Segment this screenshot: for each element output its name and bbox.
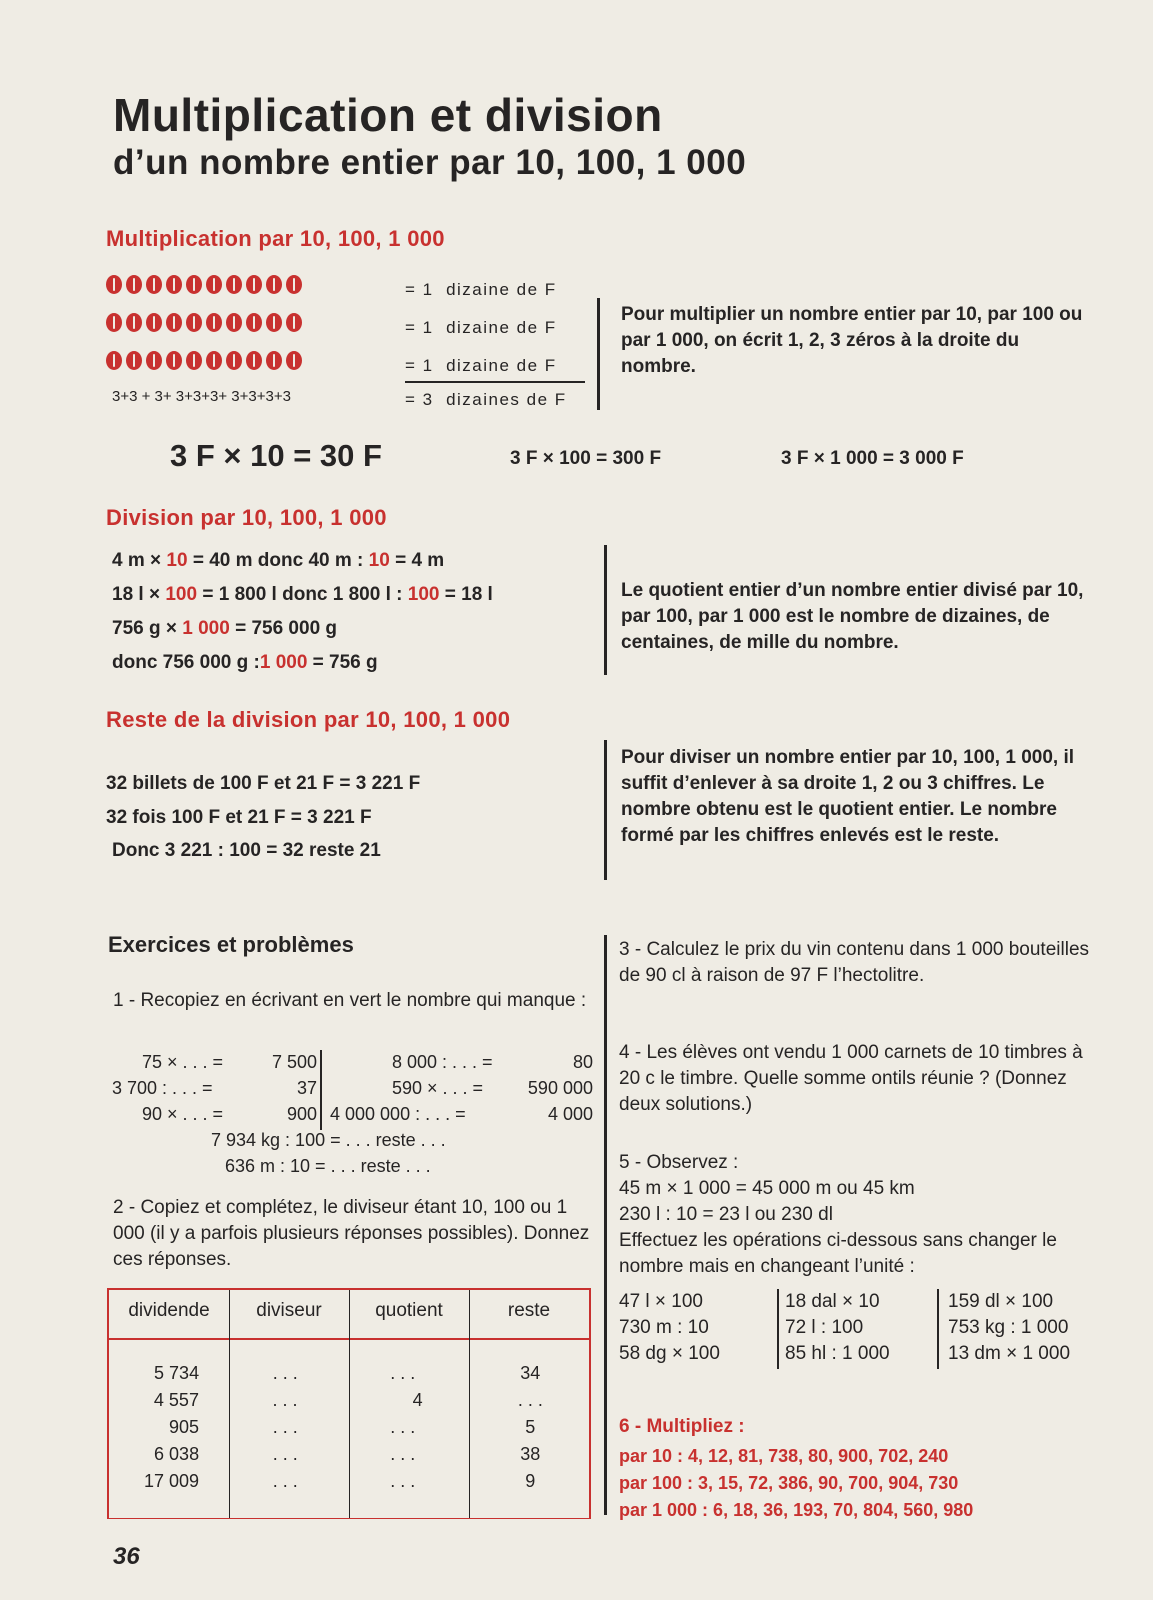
coin-icon [206, 351, 222, 370]
cell: 38 [520, 1444, 541, 1464]
cell: . . . [272, 1390, 298, 1410]
exercise-5-title: 5 - Observez : [619, 1152, 739, 1173]
cell: 4 557 [153, 1390, 199, 1410]
coin-icon [286, 313, 302, 332]
exercise-1-divider [320, 1050, 322, 1130]
exercise-5-col-3 [948, 1289, 1070, 1367]
eq: = 3 [405, 390, 434, 409]
eq: = 1 [405, 356, 434, 375]
cell: 4 [412, 1390, 423, 1410]
sum-eq [405, 390, 567, 410]
column-divider [604, 935, 607, 1515]
coin-icon [126, 351, 142, 370]
text: 18 l × [112, 584, 161, 605]
rule-bar [604, 545, 607, 675]
exercise-1-text: 1 - Recopiez en écrivant en vert le nombre qui manque : [113, 990, 587, 1011]
text: = 756 000 g [235, 618, 338, 639]
exercise-6-line: par 10 : 4, 12, 81, 738, 80, 900, 702, 240 [619, 1446, 949, 1466]
exercise-1-right [330, 1052, 593, 1130]
conversion-item: 13 dm × 1 000 [948, 1343, 1071, 1364]
coin-icon [106, 351, 122, 370]
coin-icon [186, 313, 202, 332]
coin-icon [126, 275, 142, 294]
coin-icon [206, 313, 222, 332]
rule-bar [597, 298, 600, 410]
eq: = 1 [405, 280, 434, 299]
coin-icon [146, 313, 162, 332]
coin-icon [266, 313, 282, 332]
divisor: 10 [368, 550, 390, 571]
cell: 9 [525, 1471, 536, 1491]
reste-heading: Reste de la division par 10, 100, 1 000 [106, 707, 511, 732]
exercise-2-text: 2 - Copiez et complétez, le diviseur étant 10, 100 ou 1 000 (il y a parfois plusieurs réponses possibles). Donnez ces réponses. [113, 1197, 590, 1270]
divisor: 10 [166, 550, 188, 571]
conversion-item: 730 m : 10 [619, 1317, 709, 1338]
eq: = 1 [405, 318, 434, 337]
mult-example-big: 3 F × 10 = 30 F [170, 438, 382, 473]
expr: 590 × . . . = [392, 1078, 484, 1098]
divisor: 1 000 [259, 652, 308, 673]
reste-rule: Pour diviser un nombre entier par 10, 100, 1 000, il suffit d’enlever à sa droite 1, 2 ou 3 chiffres. Le nombre obtenu est le quotient entier. Le nombre formé par les chiffres enlevés est le reste. [621, 747, 1075, 846]
expr: 75 × . . . = [142, 1052, 224, 1072]
label: dizaines de F [446, 390, 567, 409]
divisor: 100 [165, 584, 198, 605]
page-subtitle: d’un nombre entier par 10, 100, 1 000 [113, 143, 747, 182]
value: 4 000 [547, 1104, 593, 1124]
exercise-5-line-2: 230 l : 10 = 23 l ou 230 dl [619, 1204, 833, 1225]
text: = 18 l [444, 584, 493, 605]
cell: 17 009 [144, 1471, 200, 1491]
cell: 6 038 [154, 1444, 200, 1464]
coin-icon [106, 313, 122, 332]
expr: 8 000 : . . . = [392, 1052, 493, 1072]
exercise-6-lines [619, 1443, 973, 1524]
sum-expression: 3+3 + 3+ 3+3+3+ 3+3+3+3 [112, 388, 291, 405]
cell: . . . [272, 1471, 298, 1491]
coin-icon [146, 351, 162, 370]
table-row [109, 1363, 589, 1390]
coin-row-3 [106, 351, 302, 370]
multiplication-heading: Multiplication par 10, 100, 1 000 [106, 226, 445, 251]
coin-icon [166, 275, 182, 294]
text: donc 756 000 g : [112, 652, 260, 673]
division-line-1 [112, 550, 444, 572]
exercise-6-title: 6 - Multipliez : [619, 1416, 745, 1437]
exercise-3-text: 3 - Calculez le prix du vin contenu dans 1 000 bouteilles de 90 cl à raison de 97 F l’hectolitre. [619, 939, 1090, 986]
multiplication-rule: Pour multiplier un nombre entier par 10, par 100 ou par 1 000, on écrit 1, 2, 3 zéros à la droite du nombre. [621, 304, 1083, 377]
exercise-4-text: 4 - Les élèves ont vendu 1 000 carnets de 10 timbres à 20 c le timbre. Quelle somme ontils réunie ? (Donnez deux solutions.) [619, 1042, 1083, 1115]
coin-icon [286, 351, 302, 370]
table-body [109, 1363, 589, 1498]
cell: . . . [272, 1417, 298, 1437]
conversion-item: 58 dg × 100 [619, 1343, 720, 1364]
exercise-1-item [330, 1078, 593, 1104]
reste-line-3: Donc 3 221 : 100 = 32 reste 21 [112, 840, 381, 861]
value: 80 [572, 1052, 593, 1072]
coin-icon [166, 313, 182, 332]
conversion-item: 47 l × 100 [619, 1291, 703, 1312]
reste-line-2: 32 fois 100 F et 21 F = 3 221 F [106, 807, 372, 828]
coin-row-1 [106, 275, 302, 294]
exercise-5-col-2 [785, 1289, 890, 1367]
coin-icon [246, 313, 262, 332]
exercise-1-item [112, 1104, 317, 1130]
expr: 4 000 000 : . . . = [330, 1104, 466, 1124]
cell: . . . [272, 1444, 298, 1464]
cell: . . . [390, 1363, 416, 1383]
coin-icon [126, 313, 142, 332]
text: = 40 m donc 40 m : [192, 550, 364, 571]
division-line-2 [112, 584, 493, 606]
cell: . . . [517, 1390, 543, 1410]
page-title: Multiplication et division [113, 89, 663, 141]
coin-row-3-eq [405, 356, 557, 376]
divisor: 1 000 [182, 618, 230, 639]
text: = 4 m [395, 550, 445, 571]
conversion-item: 72 l : 100 [785, 1317, 864, 1338]
table-header-cell: dividende [128, 1300, 210, 1321]
label: dizaine de F [446, 356, 557, 375]
exercises-heading: Exercices et problèmes [108, 932, 354, 957]
exercise-5-line-1: 45 m × 1 000 = 45 000 m ou 45 km [619, 1178, 915, 1199]
exercise-1-item [330, 1052, 593, 1078]
coin-icon [226, 275, 242, 294]
coin-row-2 [106, 313, 302, 332]
mult-example-1000: 3 F × 1 000 = 3 000 F [781, 448, 964, 469]
exercise-6-line: par 1 000 : 6, 18, 36, 193, 70, 804, 560, 980 [619, 1500, 974, 1520]
conversion-divider [777, 1289, 779, 1369]
reste-line-1: 32 billets de 100 F et 21 F = 3 221 F [106, 773, 421, 794]
conversion-divider [937, 1289, 939, 1369]
coin-icon [246, 275, 262, 294]
coin-row-2-eq [405, 318, 557, 338]
cell: 5 [525, 1417, 536, 1437]
division-rule: Le quotient entier d’un nombre entier divisé par 10, par 100, par 1 000 est le nombre de dizaines, de centaines, de mille du nombre. [621, 580, 1084, 653]
exercise-1-item [112, 1052, 317, 1078]
coin-icon [226, 313, 242, 332]
text: 756 g × [112, 618, 177, 639]
exercise-1-extra-1: 7 934 kg : 100 = . . . reste . . . [211, 1130, 446, 1150]
coin-icon [186, 275, 202, 294]
expr: 3 700 : . . . = [112, 1078, 213, 1098]
cell: . . . [390, 1471, 416, 1491]
exercise-5-col-1 [619, 1289, 720, 1367]
conversion-item: 159 dl × 100 [948, 1291, 1054, 1312]
division-line-3 [112, 618, 337, 640]
table-header-cell: quotient [375, 1300, 443, 1321]
table-row [109, 1471, 589, 1498]
conversion-item: 18 dal × 10 [785, 1291, 880, 1312]
coin-icon [146, 275, 162, 294]
value: 37 [296, 1078, 317, 1098]
cell: . . . [390, 1444, 416, 1464]
text: 4 m × [112, 550, 162, 571]
coin-icon [206, 275, 222, 294]
cell: 34 [520, 1363, 541, 1383]
coin-icon [286, 275, 302, 294]
exercise-1-item [112, 1078, 317, 1104]
table-row [109, 1390, 589, 1417]
label: dizaine de F [446, 280, 557, 299]
page-number: 36 [113, 1543, 140, 1570]
rule-bar [604, 740, 607, 880]
exercise-1-left [112, 1052, 317, 1130]
coin-icon [246, 351, 262, 370]
exercise-1-item [330, 1104, 593, 1130]
coin-icon [106, 275, 122, 294]
text: = 756 g [312, 652, 378, 673]
exercise-5-text: Effectuez les opérations ci-dessous sans changer le nombre mais en changeant l’unité : [619, 1230, 1057, 1277]
coin-icon [266, 275, 282, 294]
coin-icon [186, 351, 202, 370]
mult-example-100: 3 F × 100 = 300 F [510, 448, 662, 469]
cell: 905 [169, 1417, 200, 1437]
division-heading: Division par 10, 100, 1 000 [106, 505, 387, 530]
result-table [107, 1288, 591, 1519]
exercise-6-line: par 100 : 3, 15, 72, 386, 90, 700, 904, 730 [619, 1473, 959, 1493]
cell: 5 734 [154, 1363, 200, 1383]
cell: . . . [272, 1363, 298, 1383]
coin-icon [266, 351, 282, 370]
divisor: 100 [407, 584, 440, 605]
conversion-item: 85 hl : 1 000 [785, 1343, 890, 1364]
text: = 1 800 l donc 1 800 l : [202, 584, 403, 605]
table-header-cell: diviseur [256, 1300, 322, 1321]
value: 7 500 [271, 1052, 317, 1072]
coin-row-1-eq [405, 280, 557, 300]
table-row [109, 1444, 589, 1471]
coin-icon [226, 351, 242, 370]
division-line-4 [112, 652, 378, 674]
table-header-cell: reste [507, 1300, 551, 1321]
coin-icon [166, 351, 182, 370]
expr: 90 × . . . = [142, 1104, 224, 1124]
table-row [109, 1417, 589, 1444]
cell: . . . [390, 1417, 416, 1437]
exercise-1-extra-2: 636 m : 10 = . . . reste . . . [225, 1156, 431, 1176]
value: 900 [286, 1104, 317, 1124]
value: 590 000 [527, 1078, 593, 1098]
sum-divider [405, 381, 585, 383]
label: dizaine de F [446, 318, 557, 337]
conversion-item: 753 kg : 1 000 [948, 1317, 1069, 1338]
